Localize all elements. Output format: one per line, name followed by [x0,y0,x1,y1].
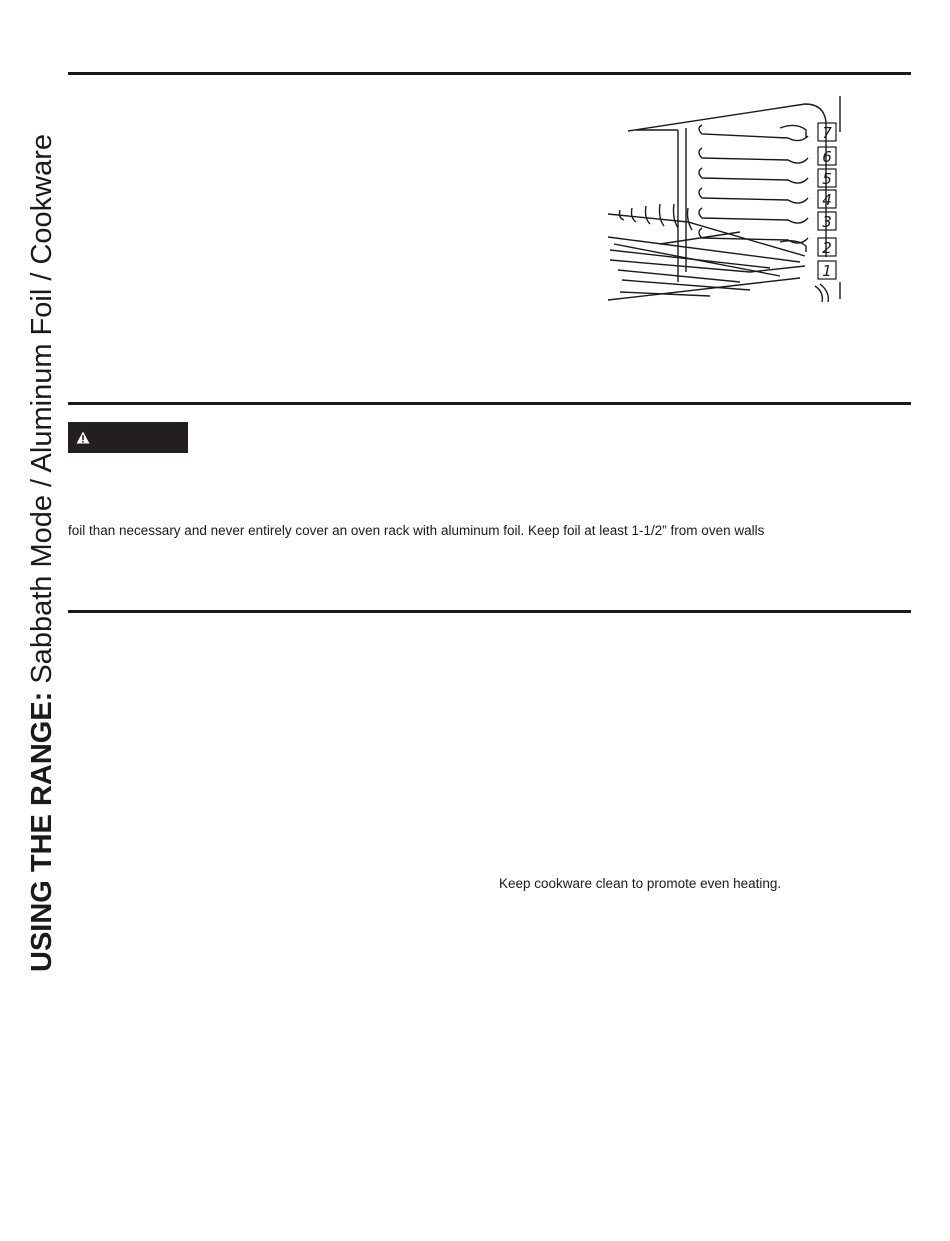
warning-triangle-icon [76,431,90,444]
position-label-7: 7 [822,124,832,142]
oven-bottom-curve-a [815,286,822,302]
section-divider-foil [68,402,911,405]
rack-support-3 [699,208,808,223]
position-label-1: 1 [822,262,832,280]
side-title-bold: USING THE RANGE: [25,691,58,972]
position-label-2: 2 [822,239,832,257]
rack-support-4 [699,188,808,203]
side-section-title [12,0,72,972]
position-label-4: 4 [822,191,832,209]
warning-badge [68,422,188,453]
cookware-tip-text: Keep cookware clean to promote even heating. [499,876,782,891]
oven-rack-positions-figure [600,92,850,307]
rack-support-5 [699,168,808,183]
section-divider-cookware [68,610,911,613]
side-title-rest: Sabbath Mode / Aluminum Foil / Cookware [25,134,58,684]
position-label-5: 5 [822,170,832,188]
position-label-6: 6 [822,148,832,166]
rack-support-6 [699,148,808,163]
foil-caution-text: foil than necessary and never entirely cover an oven rack with aluminum foil. Keep foil at least 1-1/2” from oven walls [68,523,765,538]
rack-support-7 [699,125,808,141]
position-label-3: 3 [822,213,832,231]
section-divider-top [68,72,911,75]
rack-middle-rail [608,237,800,262]
